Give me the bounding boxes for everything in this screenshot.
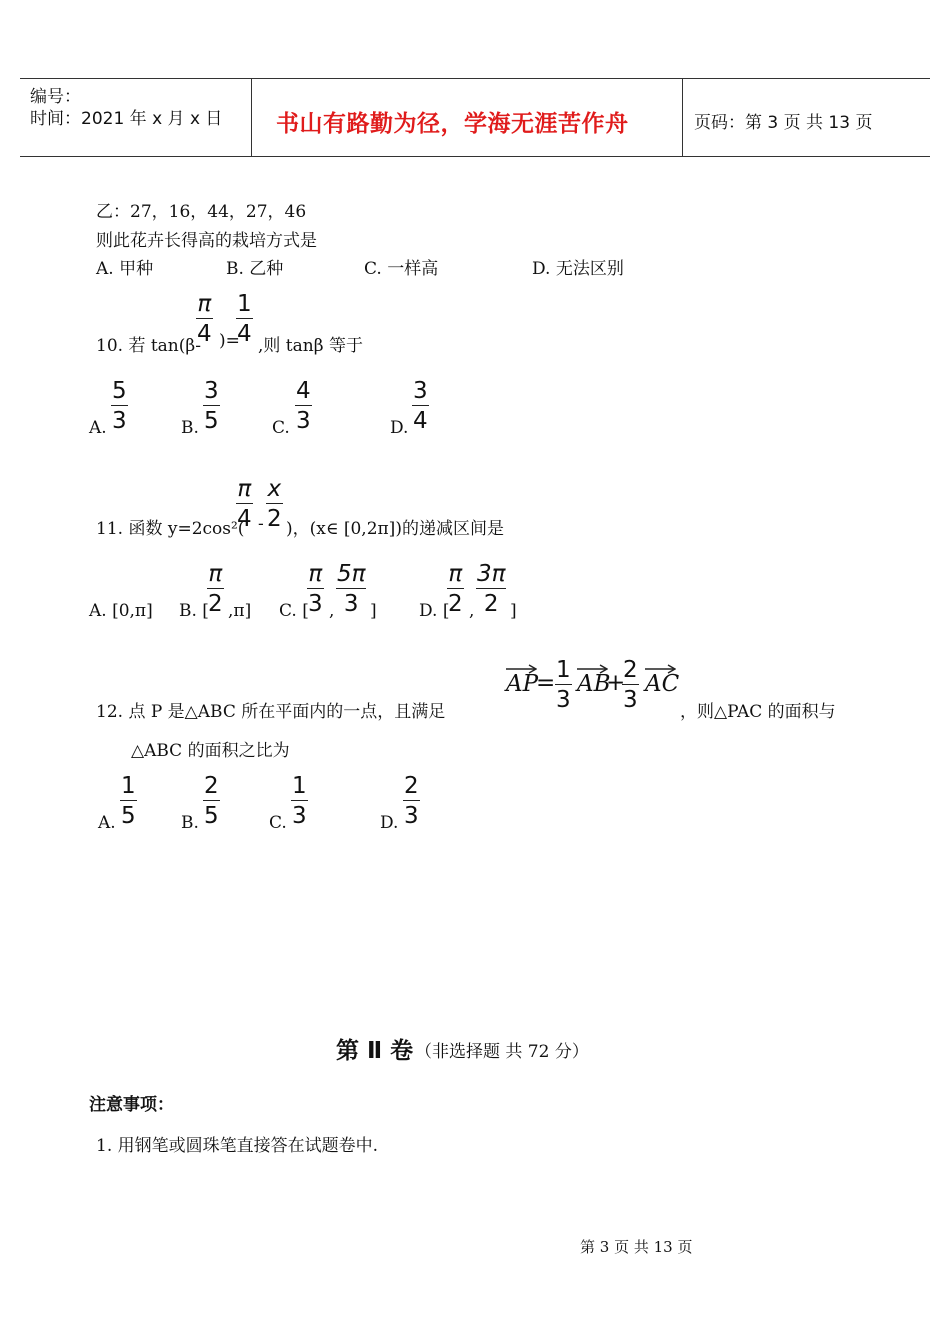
- frac-denominator: 5: [204, 408, 219, 434]
- frac-numerator: 4: [296, 378, 311, 404]
- frac-bar: [555, 684, 572, 685]
- frac-denominator: 4: [413, 408, 428, 434]
- q11-option-d-frac1: [447, 561, 464, 617]
- frac-numerator: 1: [292, 773, 307, 799]
- q9-option-b: B. 乙种: [226, 259, 284, 279]
- q10-stem-suffix: ,则 tanβ 等于: [258, 336, 363, 356]
- page-footer: 第 3 页 共 13 页: [580, 1238, 693, 1256]
- frac-bar: [403, 800, 420, 801]
- q12-stem-prefix: 12. 点 P 是△ABC 所在平面内的一点，且满足: [96, 702, 446, 722]
- vector-ac: AC: [645, 671, 680, 697]
- header-motto: 书山有路勤为径，学海无涯苦作舟: [276, 110, 629, 137]
- q11-option-c-prefix: C. [: [279, 601, 309, 621]
- frac-bar: [236, 503, 253, 504]
- q11-option-d-comma: ,: [469, 601, 475, 621]
- q9-option-d: D. 无法区别: [532, 259, 624, 279]
- q12-option-c-frac: [291, 773, 308, 829]
- date-label: 时间：2021 年 x 月 x 日: [30, 109, 223, 129]
- frac-numerator: π: [208, 561, 223, 587]
- frac-numerator: 3: [413, 378, 428, 404]
- formula-equals: =: [536, 670, 556, 696]
- formula-coef-2-3: [622, 657, 639, 713]
- frac-denominator: 3: [112, 408, 127, 434]
- q11-frac-x-2: [266, 476, 283, 532]
- frac-numerator: π: [448, 561, 463, 587]
- frac-bar: [203, 405, 220, 406]
- frac-denominator: 3: [623, 687, 638, 713]
- frac-numerator: π: [308, 561, 323, 587]
- frac-bar: [307, 588, 324, 589]
- q10-option-d-label: D.: [390, 418, 409, 438]
- frac-denominator: 3: [343, 591, 359, 617]
- q11-option-d-suffix: ]: [510, 601, 517, 621]
- frac-bar: [196, 318, 213, 319]
- frac-denominator: 3: [308, 591, 323, 617]
- header-divider-left: [251, 78, 252, 156]
- frac-denominator: 2: [267, 506, 282, 532]
- q11-option-c-frac1: [307, 561, 324, 617]
- q12-option-b-frac: [203, 773, 220, 829]
- q12-option-a-frac: [120, 773, 137, 829]
- q11-option-d-prefix: D. [: [419, 601, 450, 621]
- q10-option-a-frac: [111, 378, 128, 434]
- q10-option-c-label: C.: [272, 418, 290, 438]
- frac-bar: [291, 800, 308, 801]
- q10-option-d-frac: [412, 378, 429, 434]
- q9-option-c: C. 一样高: [364, 259, 439, 279]
- frac-denominator: 4: [237, 321, 252, 347]
- q12-stem-line2: △ABC 的面积之比为: [131, 741, 290, 761]
- header-top-rule: [20, 78, 930, 79]
- q10-option-b-label: B.: [181, 418, 199, 438]
- frac-bar: [120, 800, 137, 801]
- vector-ab: AB: [577, 671, 611, 697]
- frac-denominator: 2: [208, 591, 223, 617]
- q9-option-a: A. 甲种: [96, 259, 154, 279]
- q9-yi-data: 乙：27，16，44，27，46: [96, 202, 307, 222]
- page-info: 页码：第 3 页 共 13 页: [694, 113, 873, 133]
- q11-option-a: A. [0,π]: [89, 601, 153, 621]
- q12-option-b-label: B.: [181, 813, 199, 833]
- frac-denominator: 2: [448, 591, 463, 617]
- frac-numerator: 2: [404, 773, 419, 799]
- q9-stem: 则此花卉长得高的栽培方式是: [96, 231, 317, 251]
- formula-plus: +: [606, 670, 626, 696]
- frac-numerator: 2: [623, 657, 638, 683]
- frac-denominator: 3: [404, 803, 419, 829]
- q12-option-c-label: C.: [269, 813, 287, 833]
- frac-numerator: x: [267, 476, 282, 502]
- frac-denominator: 4: [197, 321, 212, 347]
- frac-numerator: 5π: [337, 561, 366, 587]
- frac-denominator: 3: [292, 803, 307, 829]
- q11-option-b-frac: [207, 561, 224, 617]
- q11-stem-suffix: )，(x∈ [0,2π])的递减区间是: [286, 519, 504, 539]
- frac-bar: [447, 588, 464, 589]
- q10-option-b-frac: [203, 378, 220, 434]
- frac-numerator: 1: [121, 773, 136, 799]
- vector-ap: AP: [506, 671, 539, 697]
- q11-option-c-frac2: [336, 561, 366, 617]
- frac-denominator: 5: [204, 803, 219, 829]
- frac-numerator: 5: [112, 378, 127, 404]
- frac-bar: [207, 588, 224, 589]
- frac-denominator: 2: [483, 591, 499, 617]
- frac-numerator: π: [237, 476, 252, 502]
- section2-title: 第 Ⅱ 卷: [336, 1038, 414, 1064]
- q11-stem-prefix: 11. 函数 y=2cos²(: [96, 519, 245, 539]
- q12-option-d-label: D.: [380, 813, 399, 833]
- header-bottom-rule: [20, 156, 930, 157]
- frac-numerator: 3π: [477, 561, 506, 587]
- q11-option-b-suffix: ,π]: [228, 601, 252, 621]
- frac-numerator: 3: [204, 378, 219, 404]
- q11-option-d-frac2: [476, 561, 506, 617]
- frac-bar: [622, 684, 639, 685]
- q11-option-c-comma: ,: [329, 601, 335, 621]
- q10-option-a-label: A.: [89, 418, 107, 438]
- frac-bar: [476, 588, 506, 589]
- q11-frac-pi-4: [236, 476, 253, 532]
- frac-denominator: 5: [121, 803, 136, 829]
- q11-option-c-suffix: ]: [370, 601, 377, 621]
- frac-denominator: 4: [237, 506, 252, 532]
- q11-option-b-prefix: B. [: [179, 601, 209, 621]
- q11-minus: -: [258, 514, 264, 534]
- frac-bar: [336, 588, 366, 589]
- frac-denominator: 3: [556, 687, 571, 713]
- q10-equals: )=: [219, 331, 240, 351]
- frac-bar: [203, 800, 220, 801]
- header-divider-right: [682, 78, 683, 156]
- frac-bar: [412, 405, 429, 406]
- serial-label: 编号：: [30, 87, 81, 107]
- q12-stem-suffix: ，则△PAC 的面积与: [680, 702, 836, 722]
- q10-option-c-frac: [295, 378, 312, 434]
- q12-option-a-label: A.: [98, 813, 116, 833]
- notice-title: 注意事项：: [89, 1095, 174, 1115]
- q10-stem-prefix: 10. 若 tan(β-: [96, 336, 201, 356]
- formula-coef-1-3: [555, 657, 572, 713]
- frac-numerator: 1: [556, 657, 571, 683]
- q12-option-d-frac: [403, 773, 420, 829]
- frac-numerator: π: [197, 291, 212, 317]
- frac-bar: [295, 405, 312, 406]
- frac-bar: [266, 503, 283, 504]
- frac-bar: [236, 318, 253, 319]
- section2-subtitle: （非选择题 共 72 分）: [415, 1042, 589, 1062]
- q10-frac-pi-4: [196, 291, 213, 347]
- notice-item-1: 1. 用钢笔或圆珠笔直接答在试题卷中.: [96, 1136, 379, 1156]
- q10-frac-1-4: [236, 291, 253, 347]
- frac-numerator: 1: [237, 291, 252, 317]
- frac-numerator: 2: [204, 773, 219, 799]
- frac-bar: [111, 405, 128, 406]
- frac-denominator: 3: [296, 408, 311, 434]
